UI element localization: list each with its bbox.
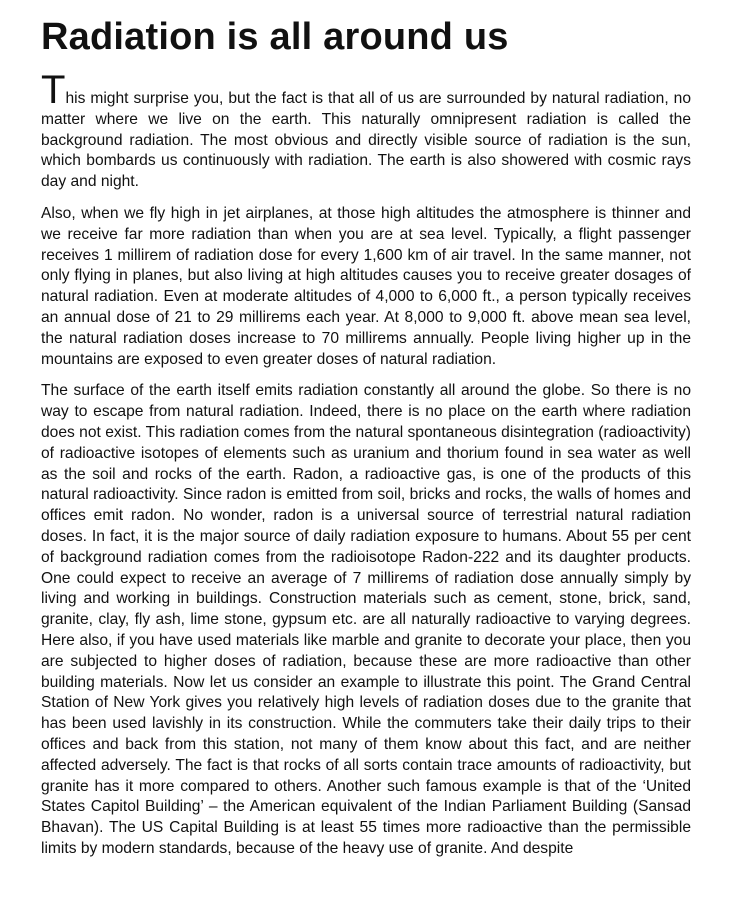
- drop-cap: T: [41, 68, 66, 112]
- paragraph-1-text: his might surprise you, but the fact is that all of us are surrounded by natural radiation, no matter where we live on the earth. This naturally omnipresent radiation is called the background radiation. The most obvious and directly visible source of radiation is the sun, which bombards us continuously with radiation. The earth is also showered with cosmic rays day and night.: [41, 90, 691, 191]
- paragraph-1: [41, 68, 691, 193]
- page-title: Radiation is all around us: [41, 16, 509, 58]
- paragraph-3: The surface of the earth itself emits radiation constantly all around the globe. So there is no way to escape from natural radiation. Indeed, there is no place on the earth where radiation does not exist. This radiation comes from the natural spontaneous disintegration (radioactivity) of radioactive isotopes of elements such as uranium and thorium found in sea water as well as the soil and rocks of the earth. Radon, a radioactive gas, is one of the products of this natural radioactivity. Since radon is emitted from soil, bricks and rocks, the walls of homes and offices emit radon. No wonder, radon is a universal source of terrestrial natural radiation doses. In fact, it is the major source of daily radiation exposure to humans. About 55 per cent of background radiation comes from the radioisotope Radon-222 and its daughter products. One could expect to receive an average of 7 millirems of radiation dose annually simply by living and working in buildings. Construction materials such as cement, stone, brick, sand, granite, clay, fly ash, lime stone, gypsum etc. are all naturally radioactive to varying degrees. Here also, if you have used materials like marble and granite to decorate your place, then you are subjected to higher doses of radiation, because these are more radioactive than other building materials. Now let us consider an example to illustrate this point. The Grand Central Station of New York gives you relatively high levels of radiation doses due to the granite that has been used lavishly in its construction. While the commuters take their daily trips to their offices and back from this station, not many of them know about this fact, and are neither affected adversely. The fact is that rocks of all sorts contain trace amounts of radioactivity, but granite has it more compared to others. Another such famous example is that of the ‘United States Capitol Building’ – the American equivalent of the Indian Parliament Building (Sansad Bhavan). The US Capital Building is at least 55 times more radioactive than the permissible limits by modern standards, because of the heavy use of granite. And despite: [41, 382, 691, 857]
- document-page: [41, 12, 691, 860]
- paragraph-2: Also, when we fly high in jet airplanes, at those high altitudes the atmosphere is thinner and we receive far more radiation than when you are at sea level. Typically, a flight passenger receives 1 millirem of radiation dose for every 1,600 km of air travel. In the same manner, not only flying in planes, but also living at high altitudes causes you to receive greater dosages of natural radiation. Even at moderate altitudes of 4,000 to 6,000 ft., a person typically receives an annual dose of 21 to 29 millirems each year. At 8,000 to 9,000 ft. above mean sea level, the natural radiation doses increase to 70 millirems annually. People living higher up in the mountains are exposed to even greater doses of natural radiation.: [41, 204, 691, 368]
